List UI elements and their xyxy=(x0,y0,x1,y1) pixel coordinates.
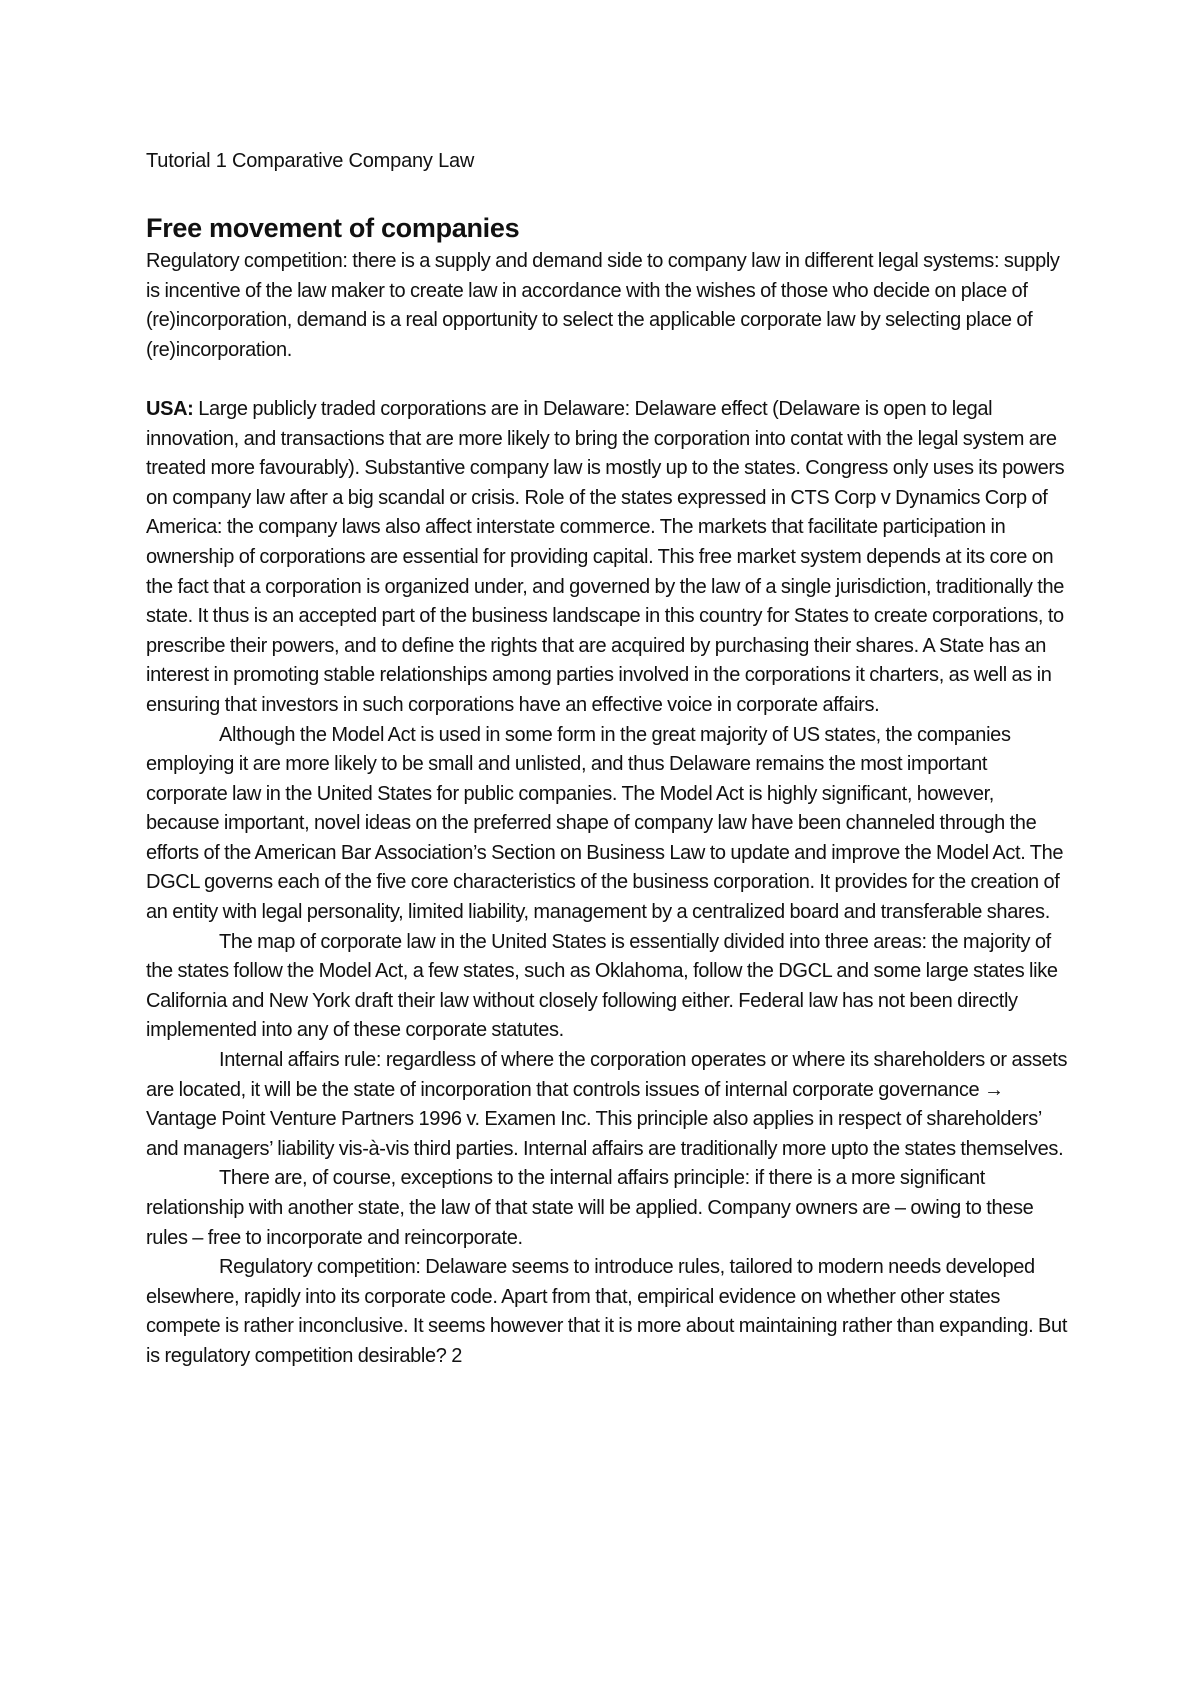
document-body xyxy=(146,146,1068,1372)
paragraph-spacer xyxy=(146,365,1068,395)
internal-affairs-paragraph: Internal affairs rule: regardless of where the corporation operates or where its shareholders or assets are located, it will be the state of incorporation that controls issues of internal corporate governance → Vantage Point Venture Partners 1996 v. Examen Inc. This principle also applies in respect of shareholders’ and managers’ liability vis-à-vis third parties. Internal affairs are traditionally more upto the states themselves. xyxy=(146,1049,1068,1160)
usa-text: Large publicly traded corporations are in Delaware: Delaware effect (Delaware is open to legal innovation, and transactions that are more likely to bring the corporation into contat with the legal system are treated more favourably). Substantive company law is mostly up to the states. Congress only uses its powers on company law after a big scandal or crisis. Role of the states expressed in CTS Corp v Dynamics Corp of America: the company laws also affect interstate commerce. The markets that facilitate participation in ownership of corporations are essential for providing capital. This free market system depends at its core on the fact that a corporation is organized under, and governed by the law of a single jurisdiction, traditionally the state. It thus is an accepted part of the business landscape in this country for States to create corporations, to prescribe their powers, and to define the rights that are acquired by purchasing their shares. A State has an interest in promoting stable relationships among parties involved in the corporations it charters, as well as in ensuring that investors in such corporations have an effective voice in corporate affairs. xyxy=(146,397,1065,716)
corporate-law-map-paragraph: The map of corporate law in the United States is essentially divided into three areas: the majority of the states follow the Model Act, a few states, such as Oklahoma, follow the DGCL and some large states like California and New York draft their law without closely following either. Federal law has not been directly implemented into any of these corporate statutes. xyxy=(146,930,1058,1042)
exceptions-paragraph: There are, of course, exceptions to the internal affairs principle: if there is a more significant relationship with another state, the law of that state will be applied. Company owners are – owing to these rules – free to incorporate and reincorporate. xyxy=(146,1167,1034,1249)
usa-label: USA: xyxy=(146,397,194,420)
section-heading: Free movement of companies xyxy=(146,213,520,243)
document-title: Tutorial 1 Comparative Company Law xyxy=(146,150,475,172)
intro-paragraph: Regulatory competition: there is a supply and demand side to company law in different legal systems: supply is incentive of the law maker to create law in accordance with the wishes of those who decide on place of (re)incorporation, demand is a real opportunity to select the applicable corporate law by selecting place of (re)incorporation. xyxy=(146,250,1060,361)
model-act-paragraph: Although the Model Act is used in some form in the great majority of US states, the companies employing it are more likely to be small and unlisted, and thus Delaware remains the most important corporate law in the United States for public companies. The Model Act is highly significant, however, because important, novel ideas on the preferred shape of company law have been channeled through the efforts of the American Bar Association’s Section on Business Law to update and improve the Model Act. The DGCL governs each of the five core characteristics of the business corporation. It provides for the creation of an entity with legal personality, limited liability, management by a centralized board and transferable shares. xyxy=(146,723,1064,924)
regulatory-competition-paragraph: Regulatory competition: Delaware seems to introduce rules, tailored to modern needs developed elsewhere, rapidly into its corporate code. Apart from that, empirical evidence on whether other states compete is rather inconclusive. It seems however that it is more about maintaining rather than expanding. But is regulatory competition desirable? 2 xyxy=(146,1256,1068,1367)
usa-paragraph xyxy=(146,395,1068,721)
